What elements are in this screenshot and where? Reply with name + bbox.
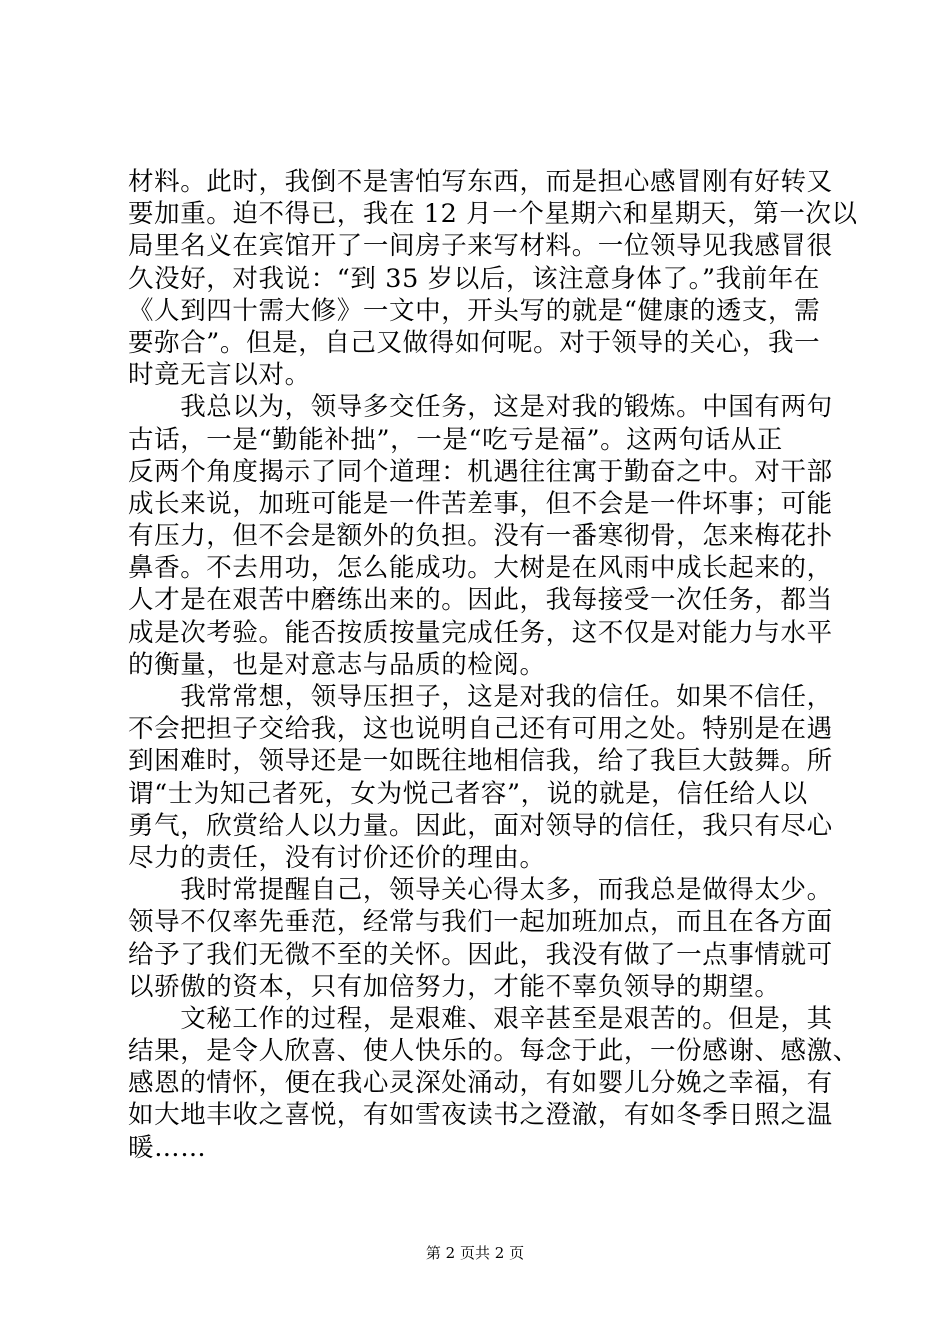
text-line: 材料。此时，我倒不是害怕写东西，而是担心感冒刚有好转又 bbox=[128, 167, 833, 197]
text-line: 领导不仅率先垂范，经常与我们一起加班加点，而且在各方面 bbox=[128, 907, 833, 938]
text-line: 以骄傲的资本，只有加倍努力，才能不辜负领导的期望。 bbox=[128, 971, 781, 1002]
text-line: 要弥合”。但是，自己又做得如何呢。对于领导的关心，我一 bbox=[128, 327, 821, 358]
text-line: 局里名义在宾馆开了一间房子来写材料。一位领导见我感冒很 bbox=[128, 231, 833, 262]
text-line: 我时常提醒自己，领导关心得太多，而我总是做得太少。 bbox=[128, 875, 833, 906]
text-line: 反两个角度揭示了同个道理：机遇往往寓于勤奋之中。对干部 bbox=[128, 456, 833, 487]
text-line: 有压力，但不会是额外的负担。没有一番寒彻骨，怎来梅花扑 bbox=[128, 521, 833, 552]
text-line: 结果，是令人欣喜、使人快乐的。每念于此，一份感谢、感激、 bbox=[128, 1036, 859, 1067]
text-line: 勇气，欣赏给人以力量。因此，面对领导的信任，我只有尽心 bbox=[128, 810, 833, 841]
text-line: 文秘工作的过程，是艰难、艰辛甚至是艰苦的。但是，其 bbox=[128, 1003, 833, 1034]
page-number: 第 2 页 bbox=[425, 1244, 475, 1262]
text-line: 不会把担子交给我，这也说明自己还有可用之处。特别是在遇 bbox=[128, 714, 833, 745]
text-line: 久没好，对我说：“到 35 岁以后，该注意身体了。”我前年在 bbox=[128, 263, 820, 294]
text-line: 的衡量，也是对意志与品质的检阅。 bbox=[128, 649, 546, 680]
body-text bbox=[128, 166, 859, 1164]
text-line: 我总以为，领导多交任务，这是对我的锻炼。中国有两句 bbox=[128, 392, 833, 423]
text-line: 给予了我们无微不至的关怀。因此，我没有做了一点事情就可 bbox=[128, 939, 833, 970]
text-line: 谓“士为知己者死，女为悦己者容”，说的就是，信任给人以 bbox=[128, 778, 808, 809]
text-line: 到困难时，领导还是一如既往地相信我，给了我巨大鼓舞。所 bbox=[128, 746, 833, 777]
text-line: 要加重。迫不得已，我在 12 月一个星期六和星期天，第一次以 bbox=[128, 199, 858, 230]
text-line: 《人到四十需大修》一文中，开头写的就是“健康的透支，需 bbox=[128, 295, 821, 326]
text-line: 暖…… bbox=[128, 1132, 207, 1163]
text-line: 如大地丰收之喜悦，有如雪夜读书之澄澈，有如冬季日照之温 bbox=[128, 1100, 833, 1131]
text-line: 我常常想，领导压担子，这是对我的信任。如果不信任， bbox=[128, 682, 833, 712]
text-line: 尽力的责任，没有讨价还价的理由。 bbox=[128, 842, 546, 873]
page-footer bbox=[0, 1243, 950, 1263]
text-line: 时竟无言以对。 bbox=[128, 360, 311, 391]
total-pages: 共 2 页 bbox=[475, 1244, 525, 1262]
text-line: 成长来说，加班可能是一件苦差事，但不会是一件坏事；可能 bbox=[128, 488, 833, 519]
text-line: 人才是在艰苦中磨练出来的。因此，我每接受一次任务，都当 bbox=[128, 585, 833, 616]
text-line: 鼻香。不去用功，怎么能成功。大树是在风雨中成长起来的， bbox=[128, 553, 833, 584]
text-line: 感恩的情怀，便在我心灵深处涌动，有如婴儿分娩之幸福，有 bbox=[128, 1068, 833, 1099]
text-line: 古话，一是“勤能补拙”，一是“吃亏是福”。这两句话从正 bbox=[128, 424, 783, 455]
text-line: 成是次考验。能否按质按量完成任务，这不仅是对能力与水平 bbox=[128, 617, 833, 648]
